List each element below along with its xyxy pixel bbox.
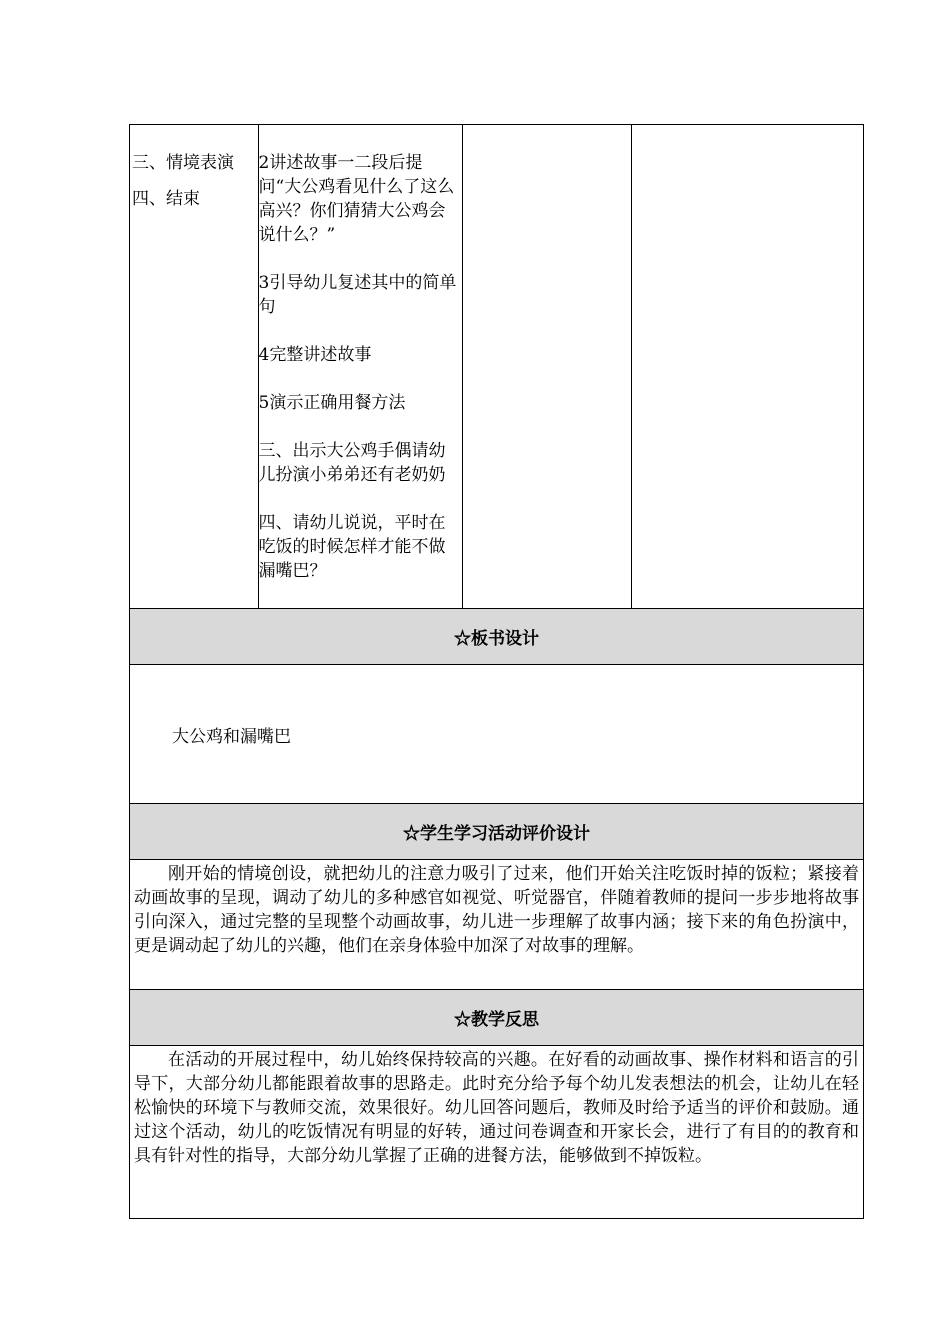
board-row — [130, 665, 864, 804]
empty-cell — [632, 125, 864, 609]
stage-label: 四、结束 — [132, 189, 200, 209]
section-heading: ☆教学反思 — [130, 990, 864, 1046]
stage-cell — [130, 125, 259, 609]
step-item: 5演示正确用餐方法 — [258, 393, 406, 413]
board-content: 大公鸡和漏嘴巴 — [172, 726, 291, 747]
step-item: 三、出示大公鸡手偶请幼儿扮演小弟弟还有老奶奶 — [258, 441, 446, 485]
step-item: 四、请幼儿说说，平时在吃饭的时候怎样才能不做漏嘴巴？ — [258, 513, 446, 581]
section-heading: ☆板书设计 — [130, 609, 864, 665]
evaluation-text: 刚开始的情境创设，就把幼儿的注意力吸引了过来，他们开始关注吃饭时掉的饭粒；紧接着动画故事的呈现，调动了幼儿的多种感官如视觉、听觉器官，伴随着教师的提问一步步地将故事引向深入，通过完整的呈现整个动画故事，幼儿进一步理解了故事内涵；接下来的角色扮演中，更是调动起了幼儿的兴趣，他们在亲身体验中加深了对故事的理解。 — [134, 864, 859, 956]
evaluation-row — [130, 860, 864, 990]
step-item: 3引导幼儿复述其中的简单句 — [258, 273, 457, 317]
section-heading: ☆学生学习活动评价设计 — [130, 804, 864, 860]
reflection-cell — [130, 1046, 864, 1219]
lesson-plan-table — [129, 124, 864, 1219]
stage-label: 三、情境表演 — [132, 153, 234, 173]
empty-cell — [463, 125, 632, 609]
step-item: 2讲述故事一二段后提问“大公鸡看见什么了这么高兴？你们猜猜大公鸡会说什么？” — [258, 153, 455, 245]
board-cell — [130, 665, 864, 804]
lesson-table — [129, 124, 864, 1219]
board-header-row — [130, 609, 864, 665]
evaluation-header-row — [130, 804, 864, 860]
step-item: 4完整讲述故事 — [258, 345, 372, 365]
steps-cell — [258, 125, 463, 609]
reflection-row — [130, 1046, 864, 1219]
activity-row — [130, 125, 864, 609]
evaluation-cell — [130, 860, 864, 990]
reflection-text: 在活动的开展过程中，幼儿始终保持较高的兴趣。在好看的动画故事、操作材料和语言的引导下，大部分幼儿都能跟着故事的思路走。此时充分给予每个幼儿发表想法的机会，让幼儿在轻松愉快的环境下与教师交流，效果很好。幼儿回答问题后，教师及时给予适当的评价和鼓励。通过这个活动，幼儿的吃饭情况有明显的好转，通过问卷调查和开家长会，进行了有目的的教育和具有针对性的指导，大部分幼儿掌握了正确的进餐方法，能够做到不掉饭粒。 — [134, 1050, 859, 1166]
reflection-header-row — [130, 990, 864, 1046]
